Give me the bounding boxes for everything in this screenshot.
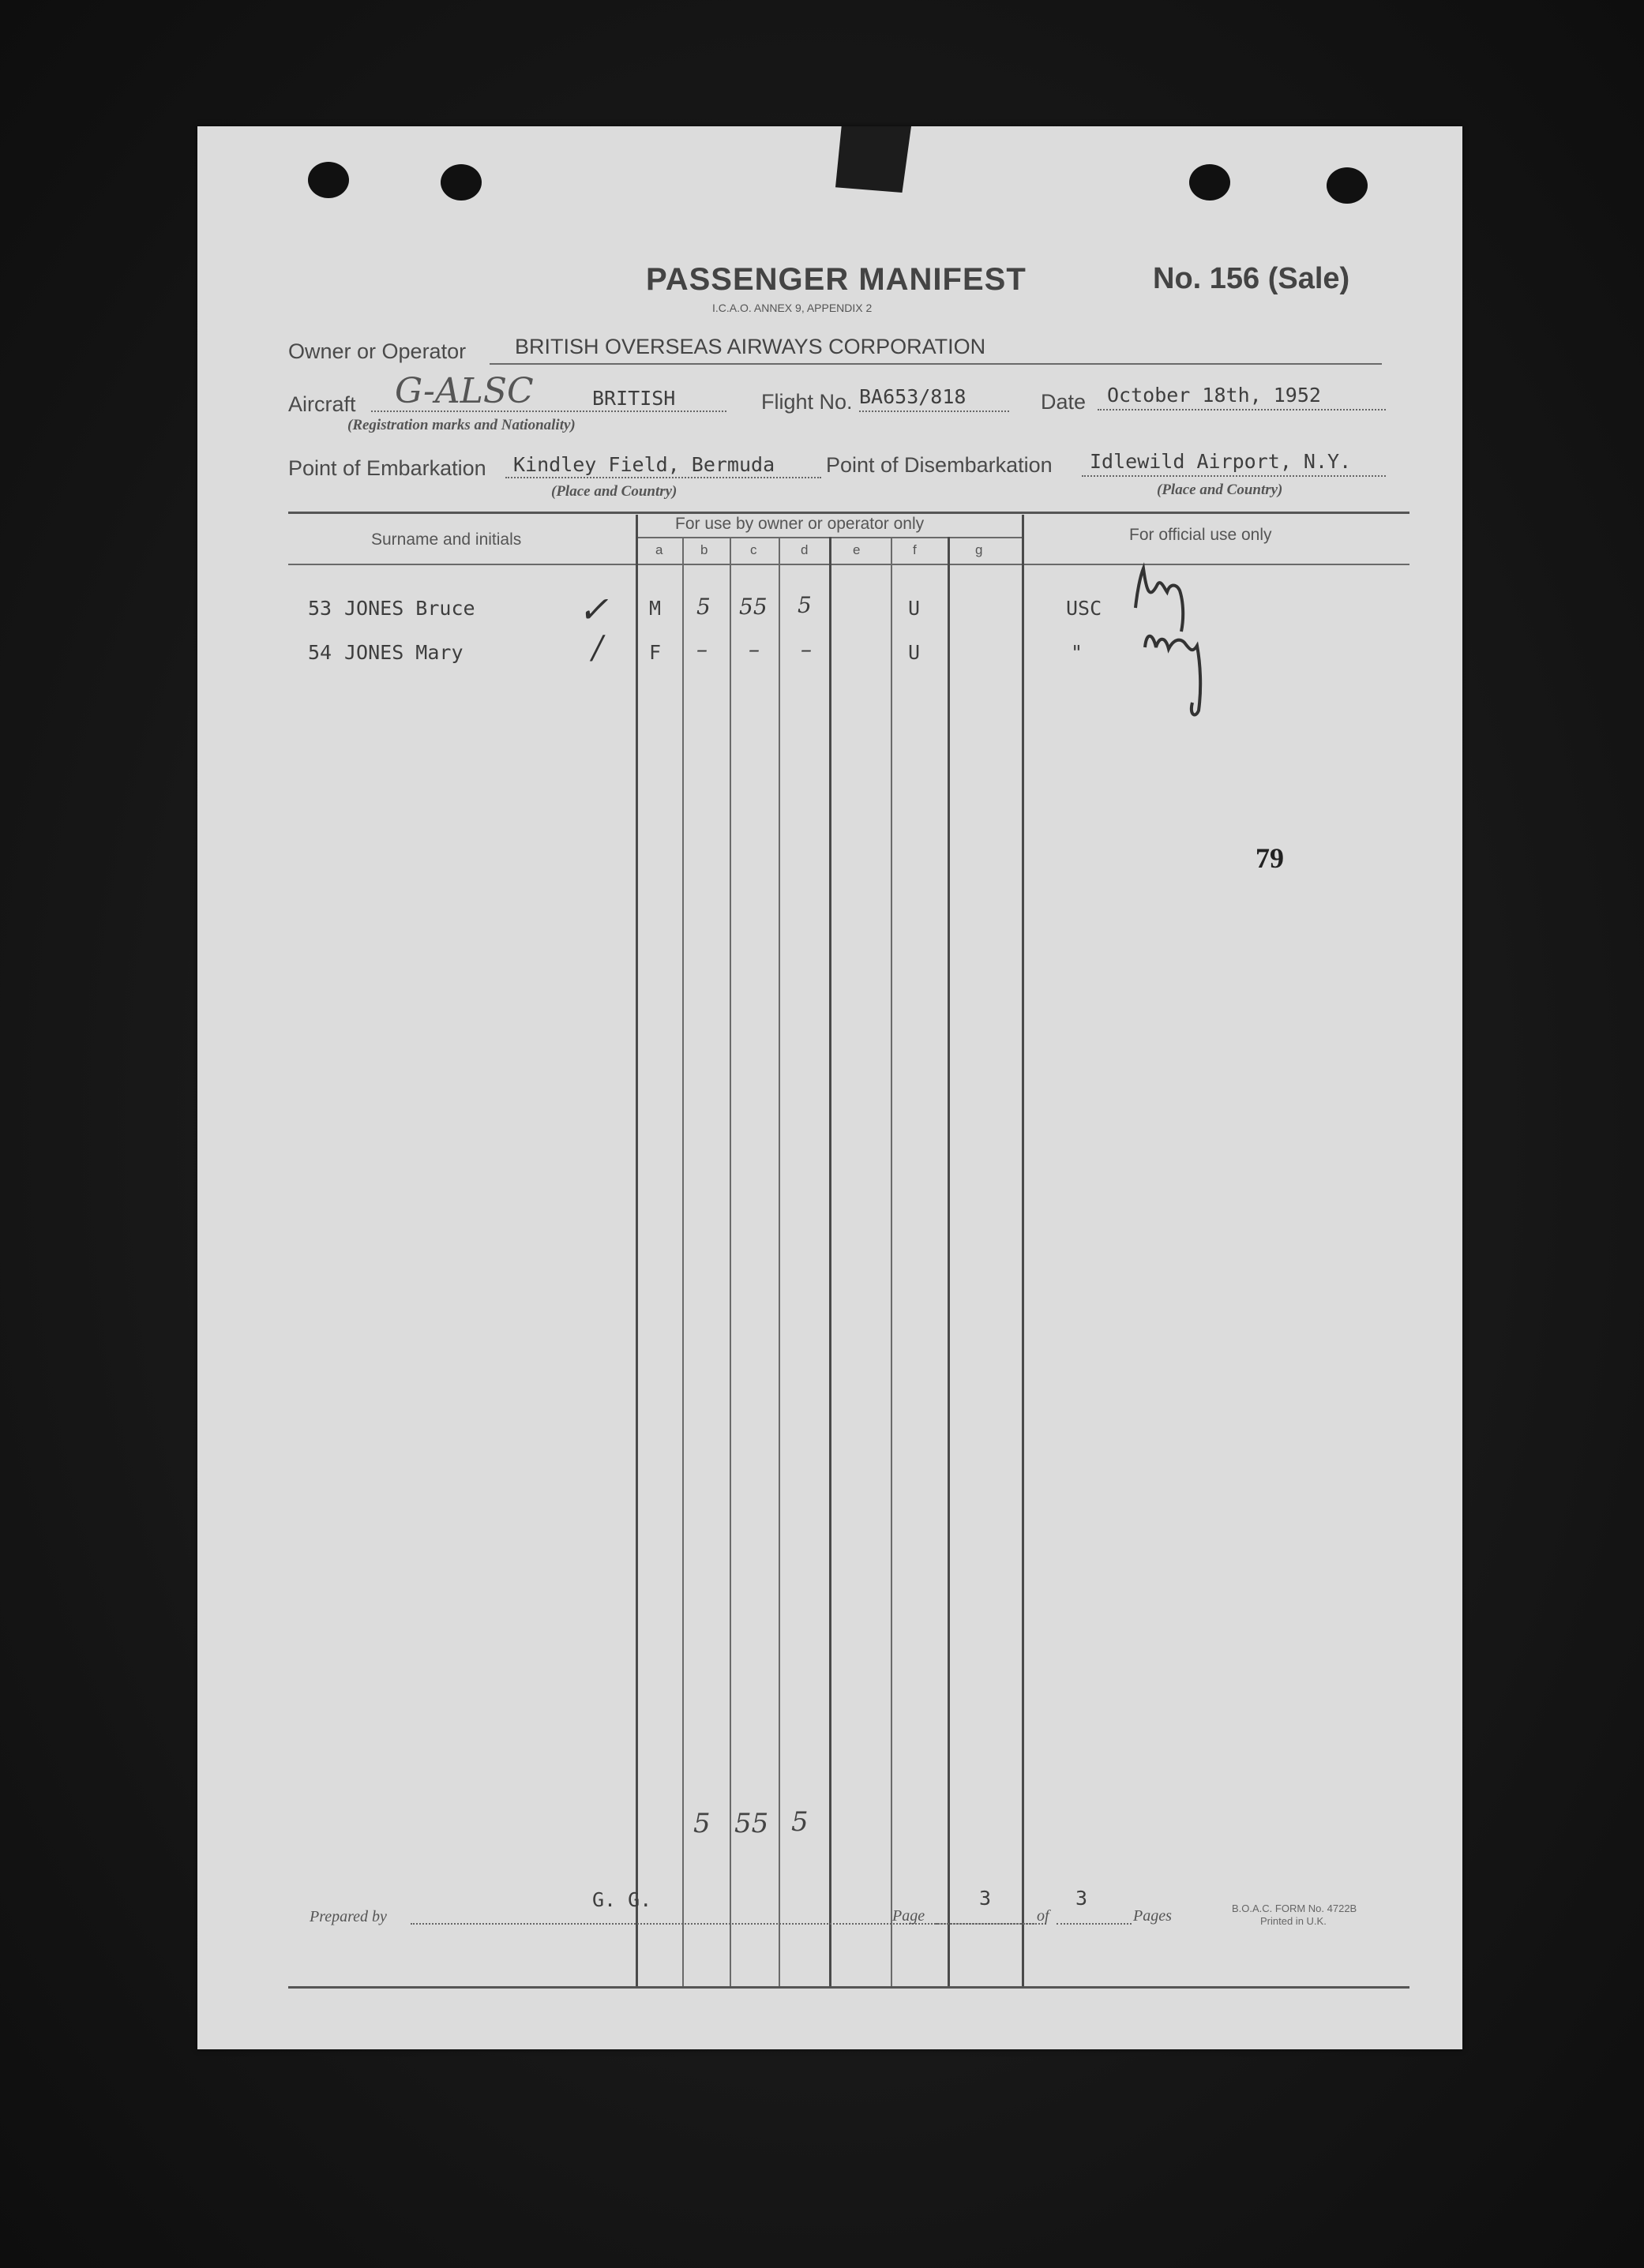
operator-header: For use by owner or operator only <box>675 515 925 533</box>
check-mark: / <box>592 630 603 666</box>
aircraft-registration-handwritten: G-ALSC <box>395 371 534 411</box>
page-rule <box>936 1923 1034 1925</box>
page-label: Page <box>892 1907 925 1925</box>
column-divider-official <box>1022 515 1024 1986</box>
check-mark: ✓ <box>578 588 609 631</box>
cell-b: 5 <box>696 594 711 620</box>
embarkation-rule <box>505 477 821 478</box>
row-number: 53 <box>308 597 332 620</box>
column-divider-de <box>829 537 831 1986</box>
cell-b: – <box>696 636 708 662</box>
date-rule <box>1098 409 1386 410</box>
official-header: For official use only <box>1129 526 1272 544</box>
prepared-label: Prepared by <box>310 1908 387 1925</box>
aircraft-nationality: BRITISH <box>592 387 676 410</box>
row-number: 54 <box>308 641 332 664</box>
official-initials-scribble <box>1129 560 1240 734</box>
cell-d: – <box>801 636 812 662</box>
punch-hole-left-1 <box>308 162 349 198</box>
embarkation-value: Kindley Field, Bermuda <box>513 453 775 476</box>
printed-note: Printed in U.K. <box>1260 1915 1327 1927</box>
owner-rule <box>490 363 1382 365</box>
punch-hole-right-2 <box>1327 167 1368 204</box>
column-divider-ab <box>682 537 684 1986</box>
total-b: 5 <box>693 1808 711 1839</box>
torn-tab <box>835 126 911 193</box>
cell-c: 55 <box>739 594 768 620</box>
col-header-g: g <box>975 542 983 557</box>
cell-f: U <box>908 641 921 664</box>
punch-hole-left-2 <box>441 164 482 201</box>
date-value: October 18th, 1952 <box>1107 384 1321 407</box>
disembarkation-note: (Place and Country) <box>1157 482 1283 498</box>
column-divider-ef <box>891 537 892 1986</box>
form-title: PASSENGER MANIFEST <box>646 262 1027 297</box>
of-label: of <box>1037 1907 1049 1925</box>
table-header-bottom-rule <box>288 564 1409 565</box>
of-value: 3 <box>1075 1887 1088 1910</box>
pages-label: Pages <box>1133 1907 1172 1925</box>
cell-c: – <box>749 636 760 662</box>
form-number: B.O.A.C. FORM No. 4722B <box>1232 1902 1357 1914</box>
cell-f: U <box>908 597 921 620</box>
page-value: 3 <box>979 1887 992 1910</box>
date-label: Date <box>1041 390 1087 414</box>
cell-official: USC <box>1066 597 1102 620</box>
surname-header: Surname and initials <box>371 530 522 549</box>
of-rule <box>1057 1923 1132 1925</box>
total-d: 5 <box>791 1806 809 1838</box>
form-subtitle: I.C.A.O. ANNEX 9, APPENDIX 2 <box>712 302 873 314</box>
disembarkation-label: Point of Disembarkation <box>826 453 1053 477</box>
embarkation-note: (Place and Country) <box>551 483 677 500</box>
flight-rule <box>859 410 1009 412</box>
stamp-number: 79 <box>1256 842 1284 874</box>
column-divider-bc <box>730 537 731 1986</box>
aircraft-label: Aircraft <box>288 392 356 416</box>
table-top-rule <box>288 512 1409 514</box>
manifest-number: No. 156 (Sale) <box>1153 262 1350 295</box>
cell-d: 5 <box>798 592 812 618</box>
col-header-f: f <box>913 542 917 557</box>
total-c: 55 <box>734 1808 769 1839</box>
column-divider-fg <box>948 537 950 1986</box>
embarkation-label: Point of Embarkation <box>288 456 486 480</box>
aircraft-note: (Registration marks and Nationality) <box>347 417 576 433</box>
owner-value: BRITISH OVERSEAS AIRWAYS CORPORATION <box>515 335 986 358</box>
col-header-a: a <box>655 542 663 557</box>
punch-hole-right-1 <box>1189 164 1230 201</box>
prepared-value: G. G. <box>592 1888 652 1911</box>
cell-a: M <box>649 597 662 620</box>
column-divider-surname <box>636 515 638 1986</box>
aircraft-rule <box>371 410 726 412</box>
passenger-name: JONES Mary <box>344 641 464 664</box>
cell-a: F <box>649 641 662 664</box>
column-divider-cd <box>779 537 780 1986</box>
col-header-d: d <box>801 542 809 557</box>
col-header-b: b <box>700 542 708 557</box>
manifest-sheet <box>197 126 1462 2049</box>
table-bottom-rule <box>288 1986 1409 1989</box>
owner-label: Owner or Operator <box>288 339 467 363</box>
passenger-name: JONES Bruce <box>344 597 475 620</box>
disembarkation-value: Idlewild Airport, N.Y. <box>1090 450 1352 473</box>
col-header-e: e <box>853 542 861 557</box>
col-header-c: c <box>750 542 757 557</box>
flight-label: Flight No. <box>761 390 853 414</box>
flight-number: BA653/818 <box>859 385 967 408</box>
cell-official: " <box>1071 641 1083 664</box>
disembarkation-rule <box>1082 475 1386 477</box>
